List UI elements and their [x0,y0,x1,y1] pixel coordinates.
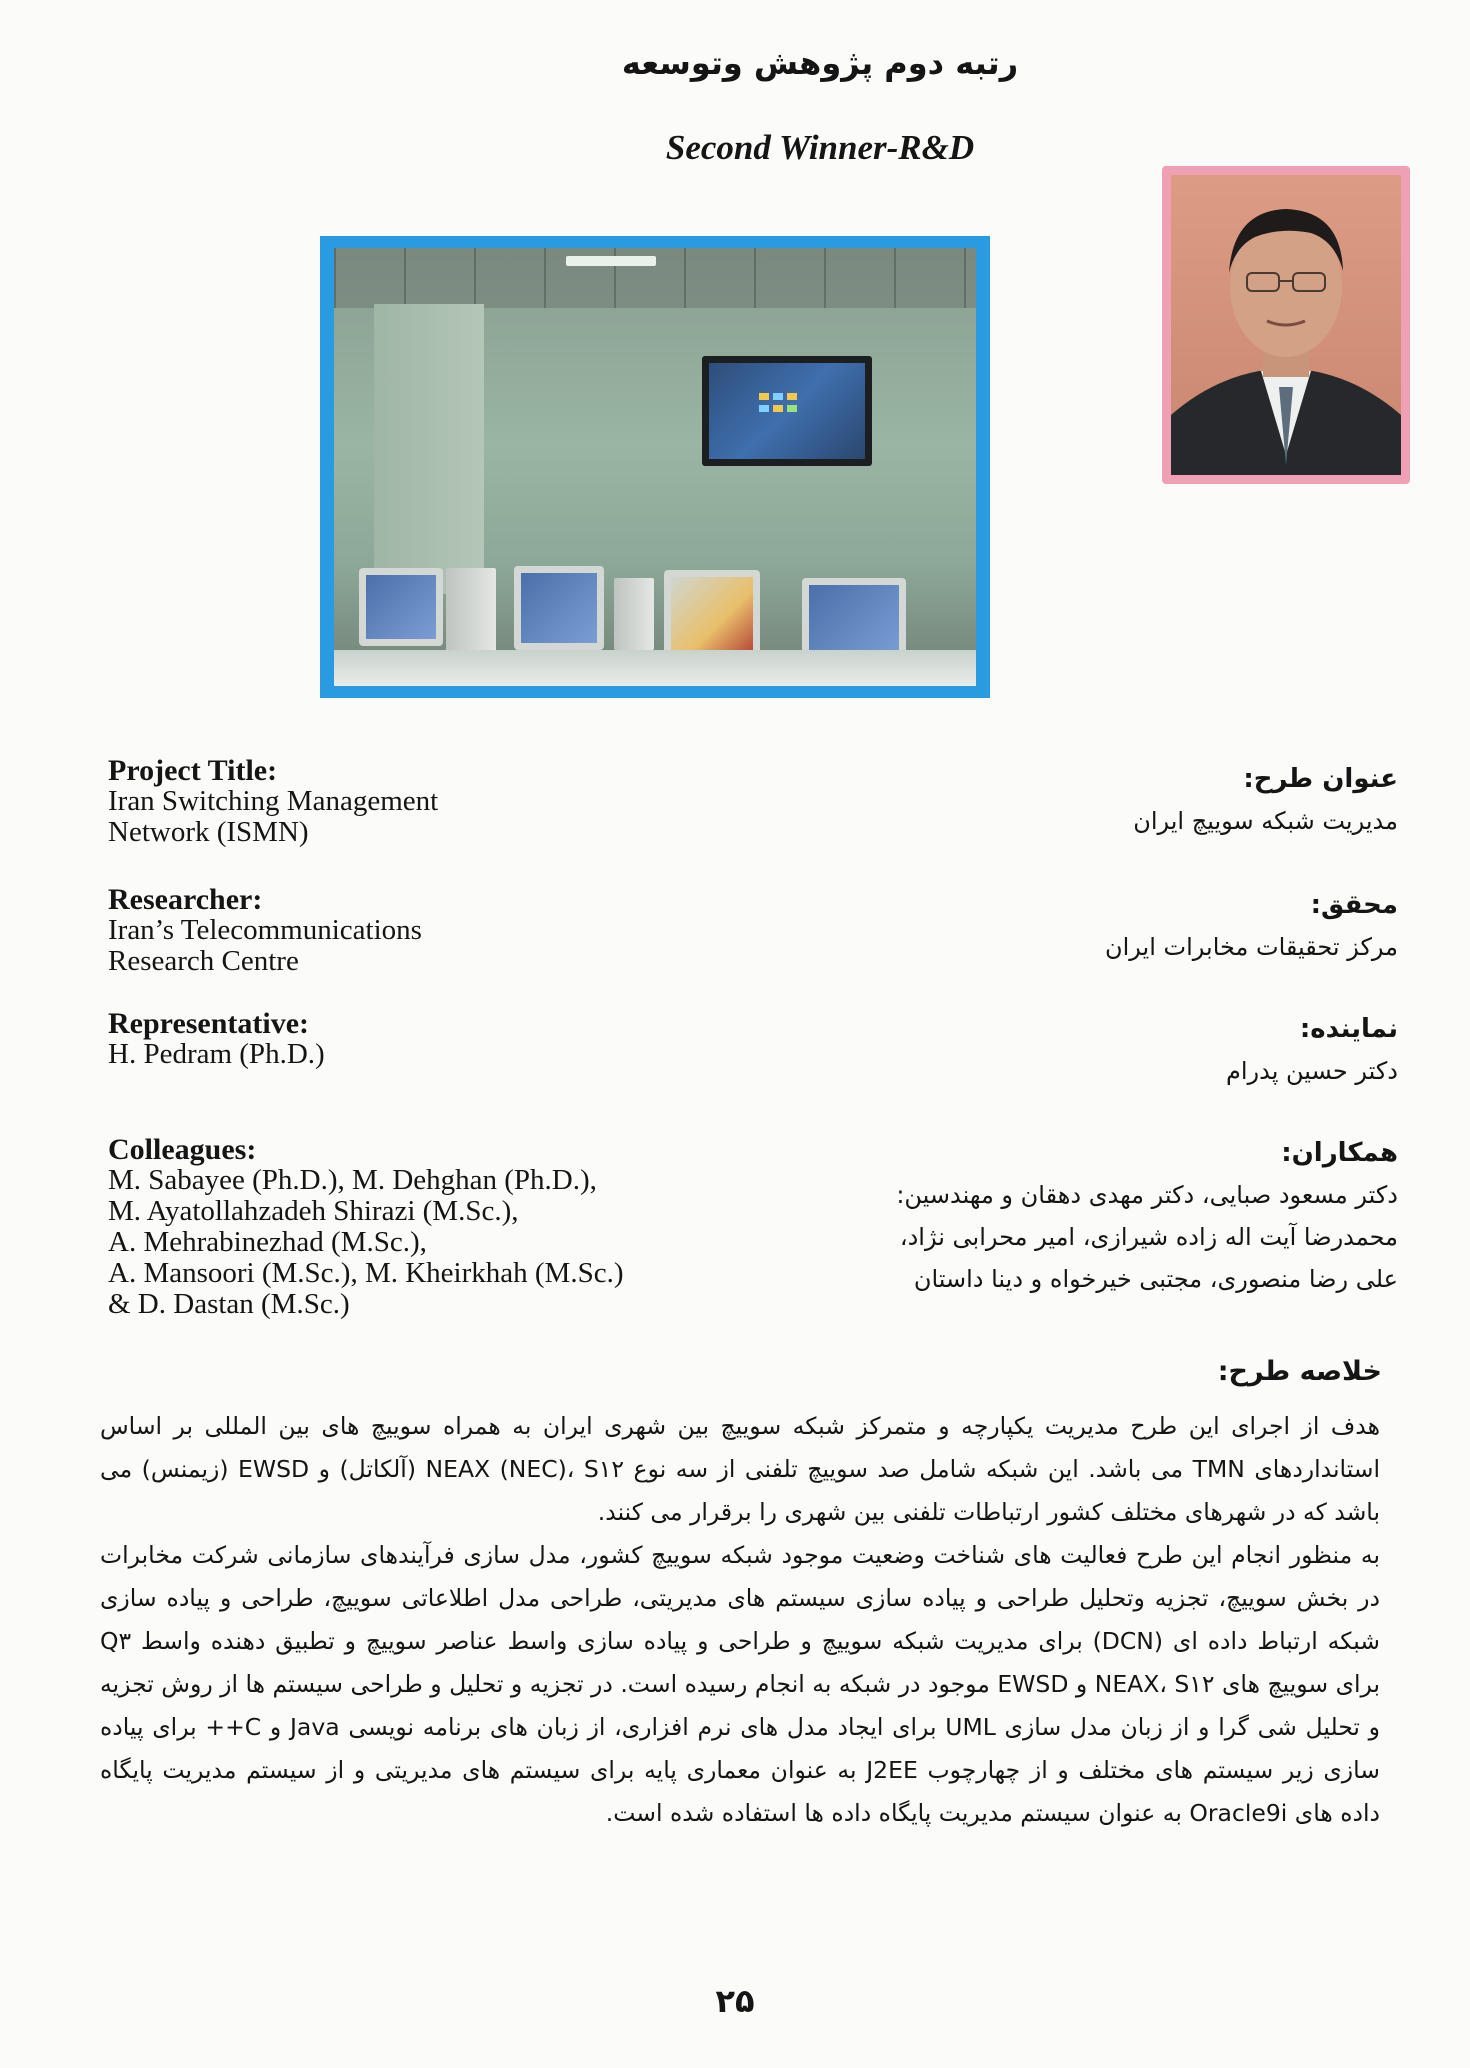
project-title-fa [718,758,1398,842]
portrait-figure [1171,175,1401,475]
researcher-label-en: Researcher: [108,883,263,916]
summary-paragraph: به منظور انجام این طرح فعالیت های شناخت وضعیت موجود شبکه سوییچ کشور، مدل سازی فرآیندهای سازمانی شرکت مخابرات در بخش سوییچ، تجزیه وتحلیل طراحی و پیاده سازی سیستم های مدیریتی، طراحی مدل اطلاعاتی سوییچ، طراحی و پیاده سازی شبکه ارتباط داده ای (DCN) برای مدیریت شبکه سوییچ و طراحی و پیاده سازی واسط عناصر سوییچ و تطبیق دهنده واسط Q۳ برای سوییچ های NEAX، S۱۲ و EWSD موجود در شبکه به انجام رسیده است. در تجزیه و تحلیل و طراحی سیستم ها از روش تجزیه و تحلیل شی گرا و از زبان مدل سازی UML برای ایجاد مدل های نرم افزاری، از زبان های برنامه نویسی Java و C++ برای پیاده سازی زیر سیستم های مختلف و از چهارچوب J2EE به عنوان معماری پایه برای سیستم های مدیریتی و از سیستم مدیریت پایگاه داده های Oracle9i به عنوان سیستم مدیریت پایگاه داده ها استفاده شده است. [100,1541,1380,1827]
project-title-line: Network (ISMN) [108,816,309,848]
lab-photo [320,236,990,698]
representative-label-fa: نماینده: [1299,1014,1398,1044]
project-title-label-fa: عنوان طرح: [1243,764,1398,794]
colleagues-line-fa: علی رضا منصوری، مجتبی خیرخواه و دینا داستان [913,1265,1398,1293]
researcher-line: Research Centre [108,945,299,977]
project-title-line: Iran Switching Management [108,785,439,817]
colleagues-line: A. Mehrabinezhad (M.Sc.), [108,1226,427,1258]
colleagues-line: M. Sabayee (Ph.D.), M. Dehghan (Ph.D.), [108,1164,597,1196]
summary-body [100,1405,1380,1835]
representative-value-fa: دکتر حسین پدرام [1225,1057,1398,1085]
colleagues-label-en: Colleagues: [108,1133,257,1166]
researcher-portrait [1162,166,1410,484]
summary-paragraph: هدف از اجرای این طرح مدیریت یکپارچه و متمرکز شبکه سوییچ بین شهری ایران به همراه سوییچ های بین المللی بر اساس استانداردهای TMN می باشد. این شبکه شامل صد سوییچ تلفنی از سه نوع NEAX (NEC)، S۱۲ (آلکاتل) و EWSD (زیمنس) می باشد که در شهرهای مختلف کشور ارتباطات تلفنی بین شهری را برقرار می کنند. [100,1412,1381,1526]
page-title-en: Second Winner-R&D [665,128,975,167]
colleagues-label-fa: همکاران: [1281,1138,1398,1168]
researcher-line: Iran’s Telecommunications [108,914,422,946]
project-title-label-en: Project Title: [108,754,278,787]
summary-title: خلاصه طرح: [1217,1356,1382,1387]
colleagues-line: A. Mansoori (M.Sc.), M. Kheirkhah (M.Sc.) [108,1257,624,1289]
researcher-fa [718,884,1398,968]
colleagues-line-fa: دکتر مسعود صبایی، دکتر مهدی دهقان و مهندسین: [896,1181,1398,1209]
representative-fa [718,1008,1398,1092]
researcher-value-fa: مرکز تحقیقات مخابرات ایران [1105,933,1398,961]
colleagues-en [108,1134,624,1320]
wall-monitor [702,356,872,466]
researcher-label-fa: محقق: [1310,890,1398,920]
representative-en [108,1008,325,1070]
colleagues-line: M. Ayatollahzadeh Shirazi (M.Sc.), [108,1195,519,1227]
researcher-en [108,884,422,977]
representative-name-en: H. Pedram (Ph.D.) [108,1038,325,1070]
representative-label-en: Representative: [108,1007,310,1040]
project-title-en [108,755,438,848]
project-title-value-fa: مدیریت شبکه سوییچ ایران [1133,807,1398,835]
page-title-fa: رتبه دوم پژوهش وتوسعه [621,44,1019,82]
colleagues-line: & D. Dastan (M.Sc.) [108,1288,350,1320]
page-number: ۲۵ [715,1982,755,2020]
colleagues-line-fa: محمدرضا آیت اله زاده شیرازی، امیر محرابی نژاد، [899,1223,1398,1251]
colleagues-fa [718,1132,1398,1300]
